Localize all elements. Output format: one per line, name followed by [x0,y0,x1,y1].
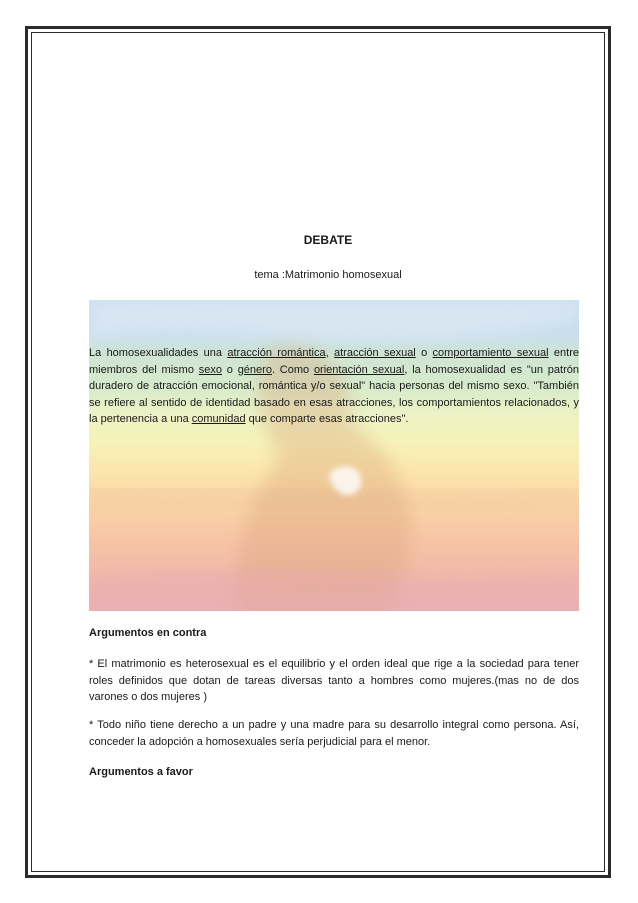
against-argument-2: * Todo niño tiene derecho a un padre y una madre para su desarrollo integral como persona. Así, conceder la adopción a homosexuales sería perjudicial para el menor. [89,719,579,748]
against-heading: Argumentos en contra [89,627,207,639]
link-atraccion-romantica[interactable]: atracción romántica [227,347,326,359]
intro-text-1: La homosexualidades una [89,347,228,359]
intro-text-8: que comparte esas atracciones". [245,413,409,425]
against-argument-1: * El matrimonio es heterosexual es el equilibrio y el orden ideal que rige a la sociedad para tener roles definidos que dotan de tareas diversas tanto a hombres como mujeres.(mas no de dos varones o dos mujeres ) [89,658,579,703]
intro-text-4: entre miembros del mismo [89,347,579,376]
favor-heading: Argumentos a favor [89,766,193,778]
link-sexo[interactable]: sexo [198,363,222,376]
document-title: DEBATE [303,233,353,247]
link-atraccion-sexual[interactable]: atracción sexual [333,347,416,359]
intro-text-5: o [221,363,238,376]
link-comunidad[interactable]: comunidad [191,413,246,425]
link-genero[interactable]: género [237,363,272,376]
intro-text-6: . Como [271,363,314,376]
document-subtitle: tema :Matrimonio homosexual [254,269,402,281]
intro-text-2: , [325,347,334,359]
intro-paragraph [89,345,579,428]
intro-text-3: o [415,347,433,359]
link-orientacion-sexual[interactable]: orientación sexual [313,363,405,376]
link-comportamiento-sexual[interactable]: comportamiento sexual [432,347,549,359]
intro-text-7: , la homosexualidad es "un patrón duradero de atracción emocional, romántica y/o sexual" hacia personas del mismo sexo. "También se refiere al sentido de identidad basado en esas atracciones, los comportamientos relacionados, y la pertenencia a una [89,363,579,425]
